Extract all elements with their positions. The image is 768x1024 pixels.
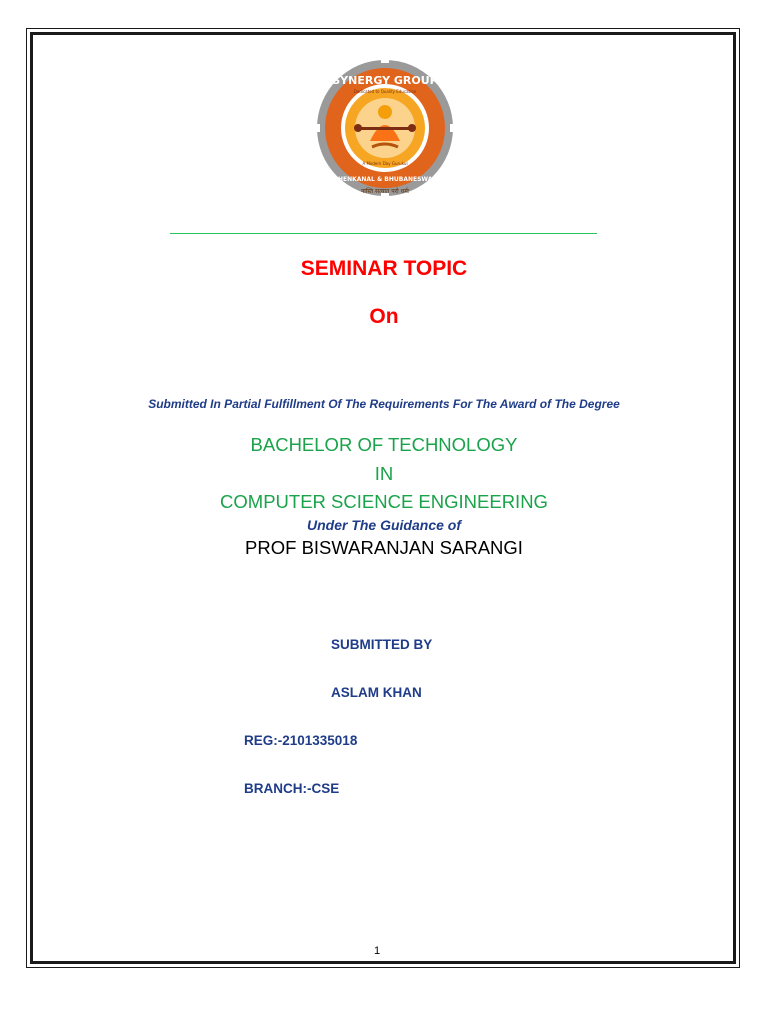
synergy-group-logo [312, 55, 458, 201]
degree-line-1: BACHELOR OF TECHNOLOGY [250, 434, 518, 455]
logo-motto: नास्ति सत्यात परो धर्मः [360, 188, 410, 195]
degree-line-3: COMPUTER SCIENCE ENGINEERING [220, 491, 548, 512]
logo-motto-small: A Modern Day Gurukul [362, 161, 408, 166]
student-name: ASLAM KHAN [331, 685, 422, 700]
branch: BRANCH:-CSE [244, 781, 340, 796]
degree-requirement-text: Submitted In Partial Fulfillment Of The Requirements For The Award of The Degree [148, 397, 620, 411]
guide-name: PROF BISWARANJAN SARANGI [245, 537, 523, 558]
seminar-title: SEMINAR TOPIC [300, 257, 468, 280]
registration-number: REG:-2101335018 [244, 733, 358, 748]
degree-line-2: IN [374, 463, 394, 484]
logo-emblem [312, 55, 458, 201]
seminar-subtitle: On [369, 305, 399, 328]
horizontal-rule [170, 233, 597, 234]
guidance-label: Under The Guidance of [306, 517, 461, 533]
submitted-by-label: SUBMITTED BY [331, 637, 433, 652]
logo-location-text: DHENKANAL & BHUBANESWAR [332, 176, 438, 183]
logo-tagline: Dedicated to Quality Education [353, 89, 417, 94]
page-number: 1 [374, 945, 381, 957]
logo-org-text: SYNERGY GROUP [332, 74, 438, 87]
